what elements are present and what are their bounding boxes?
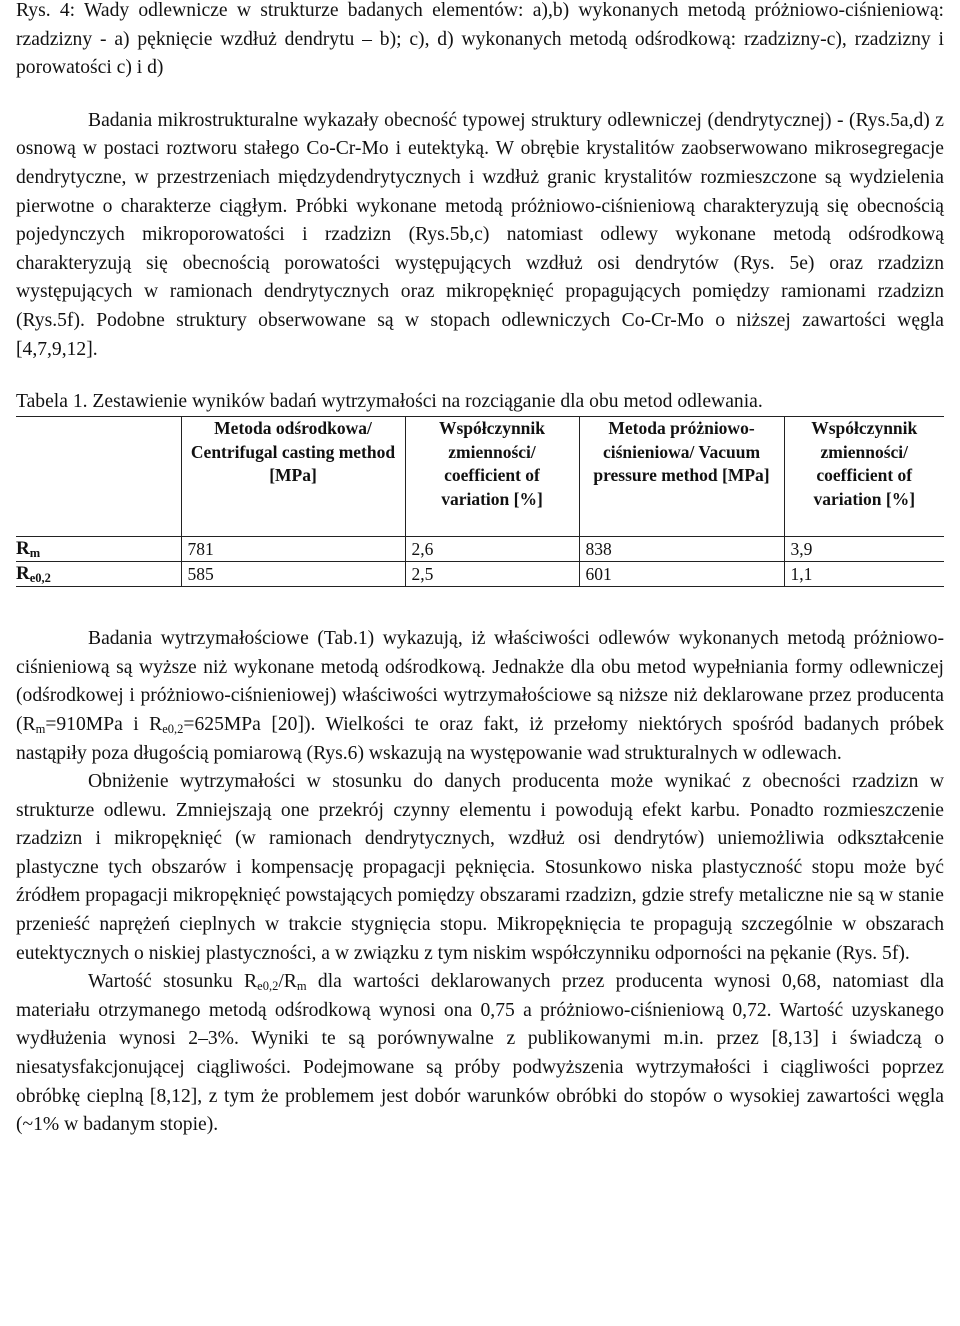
paragraph-strength-results: Badania wytrzymałościowe (Tab.1) wykazują, iż właściwości odlewów wykonanych metodą próżniowo-ciśnieniową są wyższe niż wykonane metodą odśrodkową. Jednakże dla obu metod wypełniania formy odlewniczej (odśrodkowej i próżniowo-ciśnieniowej) właściwości wytrzymałościowe są niższe niż deklarowane przez producenta ($R_m=910MPa$ i $R_{e0,2}=625MPa$ [20]). Wielkości te oraz fakt, iż przełomy niektórych spośród badanych próbek nastąpiły poza długością pomiarową (Rys.6) wskazują na występowanie wad strukturalnych w odlewach.	[16, 628, 944, 764]
document-page	[16, 0, 944, 1140]
header-cv-vacuum: Współczynnik zmienności/ coefficient of variation [%]	[784, 417, 944, 537]
cell-value: 601	[579, 562, 784, 587]
paragraph-ratio: Wartość stosunku $R_{e0,2}/R_m$ dla wartości deklarowanych przez producenta wynosi 0,68, natomiast dla materiału otrzymanego metodą odśrodkową wynosi ona 0,75 a próżniowo-ciśnieniową 0,72. Wartość uzyskanego wydłużenia wynosi 2–3%. Wyniki te są porównywalne z publikowanymi m.in. przez [8,13] i świadczą o niesatysfakcjonującej ciągliwości. Podejmowane są próby podwyższenia wytrzymałości i ciągliwości poprzez obróbkę cieplną [8,12], z tym że problemem jest dobór warunków obróbki do stopów o wysokiej zawartości węgla (~1% w badanym stopie).	[16, 971, 944, 1136]
results-table	[16, 416, 944, 587]
paragraph-strength-reduction: Obniżenie wytrzymałości w stosunku do danych producenta może wynikać z obecności rzadzizn w strukturze odlewu. Zmniejszają one przekrój czynny elementu i powodują efekt karbu. Ponadto rozmieszczenie rzadzizn i mikropęknięć (w ramionach dendrytycznych, wzdłuż osi dendrytów) uniemożliwia odkształcenie plastyczne tych obszarów i kompensację propagacji pęknięcia. Stosunkowo niska plastyczność stopu może być źródłem propagacji mikropęknięć powstających pomiędzy obszarami rzadzizn, gdzie strefy metaliczne nie są w stanie przenieść naprężeń cieplnych w trakcie stygnięcia stopu. Mikropęknięcia te propagują szczególnie w obszarach eutektycznych o niskiej plastyczności, a w związku z tym niskim współczynniku odporności na pękanie (Rys. 5f).	[16, 771, 944, 964]
cell-value: 1,1	[784, 562, 944, 587]
header-cv-centrifugal: Współczynnik zmienności/ coefficient of variation [%]	[405, 417, 579, 537]
table-header-row	[16, 417, 944, 537]
cell-value: 585	[181, 562, 405, 587]
paragraph-microstructure: Badania mikrostrukturalne wykazały obecność typowej struktury odlewniczej (dendrytycznej) - (Rys.5a,d) z osnową w postaci roztworu stałego Co-Cr-Mo i eutektyką. W obrębie krystalitów zaobserwowano mikrosegregacje dendrytyczne, w przestrzeniach międzydendrytycznych i wzdłuż granic krystalitów rozmieszczone są wydzielenia pierwotne o charakterze ciągłym. Próbki wykonane metodą próżniowo-ciśnieniową charakteryzują się obecnością pojedynczych mikroporowatości i rzadzizn (Rys.5b,c) natomiast odlewy wykonane metodą odśrodkową charakteryzują się obecnością porowatości występujących wzdłuż osi dendrytów (Rys. 5e) oraz rzadzizn występujących w ramionach dendrytycznych oraz mikropęknięć propagujących pomiędzy ramionami rzadzizn (Rys.5f). Podobne struktury obserwowane są w stopach odlewniczych Co-Cr-Mo o niższej zawartości węgla [4,7,9,12].	[16, 109, 944, 360]
table-caption: Tabela 1. Zestawienie wyników badań wytrzymałości na rozciąganie dla obu metod odlewania.	[16, 391, 763, 413]
header-centrifugal: Metoda odśrodkowa/ Centrifugal casting method [MPa]	[181, 417, 405, 537]
figure-caption: Rys. 4: Wady odlewnicze w strukturze badanych elementów: a),b) wykonanych metodą próżniowo-ciśnieniową: rzadzizny - a) pęknięcie wzdłuż dendrytu – b); c), d) wykonanych metodą odśrodkową: rzadzizny-c), rzadzizny i porowatości c) i d)	[16, 0, 944, 79]
cell-value: 838	[579, 537, 784, 562]
cell-value: 2,5	[405, 562, 579, 587]
row-label-re: $R_{e0,2}$	[16, 562, 181, 587]
table-row	[16, 562, 944, 587]
cell-value: 781	[181, 537, 405, 562]
row-label-rm: $R_m$	[16, 537, 181, 562]
table-row	[16, 537, 944, 562]
header-vacuum: Metoda próżniowo-ciśnieniowa/ Vacuum pressure method [MPa]	[579, 417, 784, 537]
cell-value: 3,9	[784, 537, 944, 562]
header-empty	[16, 417, 181, 537]
cell-value: 2,6	[405, 537, 579, 562]
